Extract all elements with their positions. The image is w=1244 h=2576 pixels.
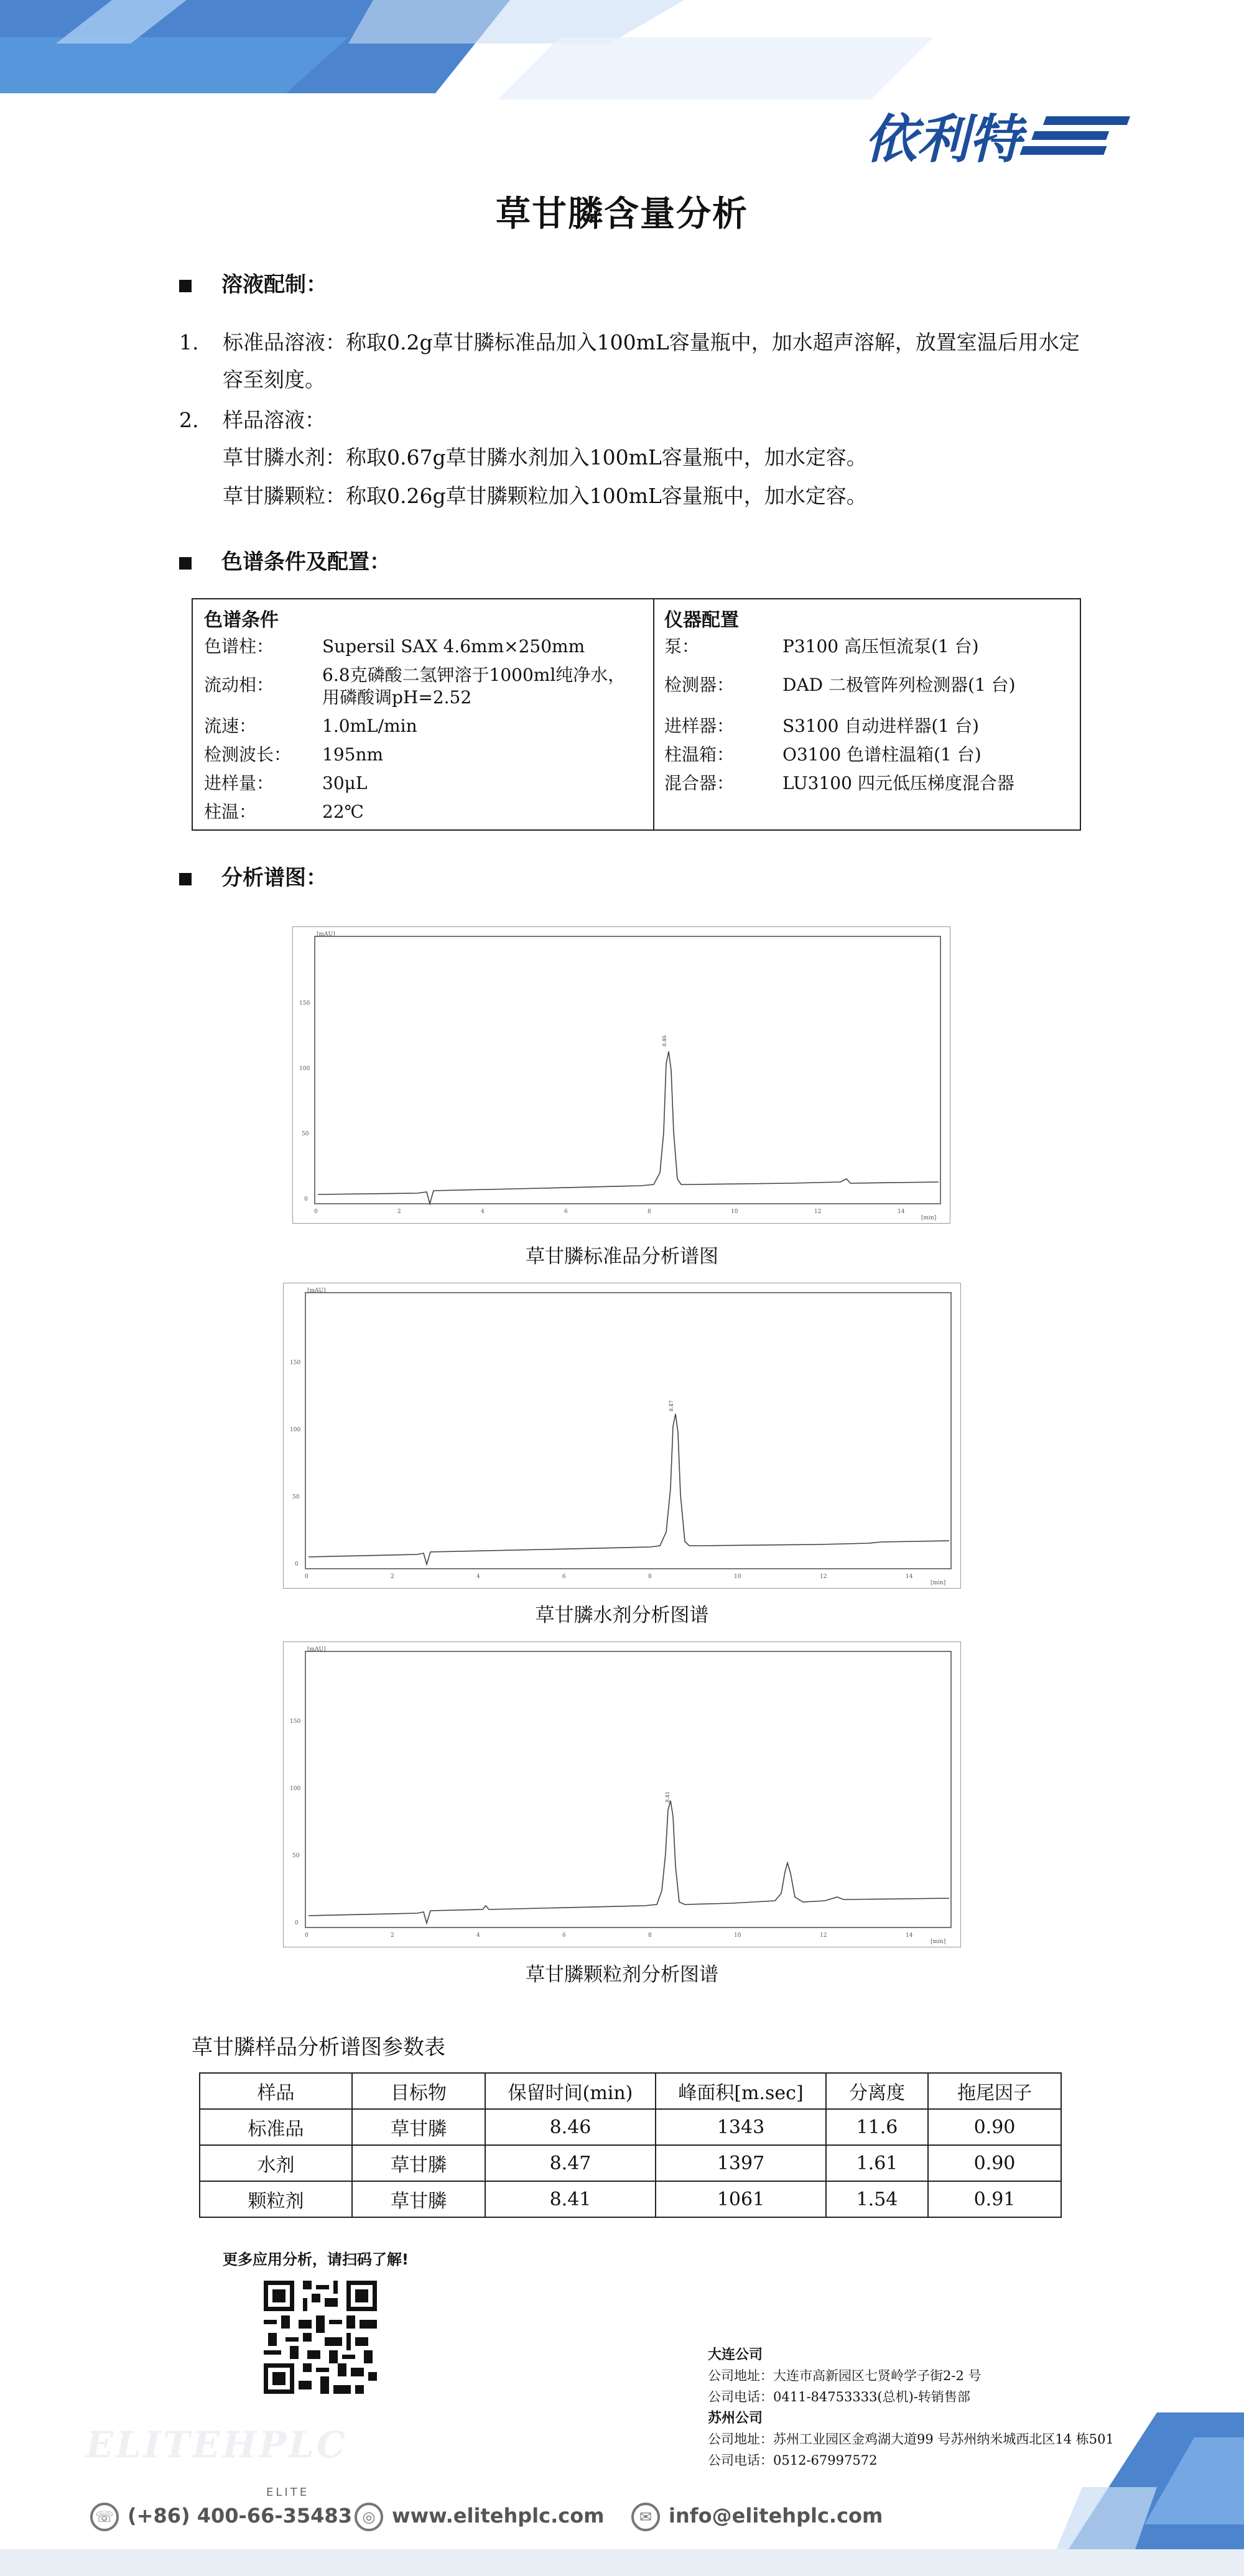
website-link[interactable]: ◎ www.elitehplc.com bbox=[355, 2503, 605, 2531]
solution-item-2-line-2: 草甘膦颗粒：称取0.26g草甘膦颗粒加入100mL容量瓶中，加水定容。 bbox=[223, 484, 867, 508]
svg-text:50: 50 bbox=[302, 1131, 309, 1137]
phone-contact[interactable]: ☏ (+86) 400-66-35483 bbox=[90, 2503, 352, 2531]
section-solution: 溶液配制： bbox=[179, 267, 327, 298]
svg-text:6: 6 bbox=[564, 1209, 568, 1215]
table-cell: 草甘膦 bbox=[352, 2109, 485, 2145]
section-spectra: 分析谱图： bbox=[179, 861, 327, 891]
svg-text:0: 0 bbox=[314, 1209, 318, 1215]
table-cell: 8.47 bbox=[485, 2145, 656, 2181]
table-cell: 1397 bbox=[656, 2145, 826, 2181]
bullet-square-icon bbox=[179, 280, 192, 292]
watermark: ELITEHPLC bbox=[86, 2424, 348, 2466]
chromatogram-standard bbox=[292, 926, 950, 1224]
table-cell: 1061 bbox=[656, 2181, 826, 2217]
instrument-configuration bbox=[653, 599, 1080, 829]
page-title: 草甘膦含量分析 bbox=[496, 194, 748, 234]
svg-text:150: 150 bbox=[290, 1360, 301, 1366]
solution-item-1-line-1: 标准品溶液：称取0.2g草甘膦标准品加入100mL容量瓶中，加水超声溶解，放置室温后用水定 bbox=[223, 330, 1080, 354]
svg-text:8: 8 bbox=[648, 1574, 652, 1580]
table-row bbox=[200, 2145, 1061, 2181]
table-row bbox=[200, 2181, 1061, 2217]
solution-item-2-title: 样品溶液： bbox=[223, 408, 325, 432]
conditions-left-title: 色谱条件 bbox=[204, 609, 279, 631]
chart-caption: 草甘膦水剂分析图谱 bbox=[535, 1604, 709, 1627]
svg-text:0: 0 bbox=[295, 1561, 299, 1567]
chromatography-conditions bbox=[193, 599, 654, 829]
svg-text:8.46: 8.46 bbox=[662, 1035, 667, 1046]
company-logo bbox=[858, 103, 1144, 171]
svg-text:50: 50 bbox=[292, 1853, 300, 1859]
table-cell: 1.54 bbox=[826, 2181, 928, 2217]
condition-row: 流速： 1.0mL/min bbox=[204, 716, 417, 736]
svg-text:150: 150 bbox=[299, 1000, 310, 1007]
suzhou-phone: 公司电话：0512-67997572 bbox=[708, 2453, 878, 2468]
svg-text:100: 100 bbox=[299, 1066, 310, 1072]
svg-text:10: 10 bbox=[731, 1209, 738, 1215]
phone-icon: ☏ bbox=[90, 2503, 119, 2531]
table-header-cell: 峰面积[m.sec] bbox=[656, 2073, 826, 2109]
table-cell: 8.46 bbox=[485, 2109, 656, 2145]
instrument-row: 检测器： DAD 二极管阵列检测器(1 台) bbox=[664, 675, 1016, 695]
bullet-square-icon bbox=[179, 873, 192, 885]
suzhou-address: 公司地址：苏州工业园区金鸡湖大道99 号苏州纳米城西北区14 栋501 bbox=[708, 2432, 1114, 2447]
svg-text:12: 12 bbox=[814, 1209, 822, 1215]
conditions-table bbox=[192, 598, 1081, 831]
condition-row: 流动相： 6.8克磷酸二氢钾溶于1000ml纯净水， 用磷酸调pH=2.52 bbox=[204, 665, 626, 708]
condition-row: 色谱柱： Supersil SAX 4.6mm×250mm bbox=[204, 636, 585, 657]
mail-icon: ✉ bbox=[631, 2503, 660, 2531]
chart-caption: 草甘膦标准品分析谱图 bbox=[526, 1245, 718, 1268]
svg-text:[mAU]: [mAU] bbox=[317, 931, 335, 938]
dalian-phone: 公司电话：0411-84753333(总机)-转销售部 bbox=[708, 2389, 970, 2404]
footer-band bbox=[0, 2549, 1244, 2576]
header-decoration bbox=[0, 0, 1244, 118]
svg-text:8.41: 8.41 bbox=[665, 1791, 671, 1803]
table-cell: 1.61 bbox=[826, 2145, 928, 2181]
instrument-row: 柱温箱： O3100 色谱柱温箱(1 台) bbox=[664, 744, 982, 765]
qr-prompt: 更多应用分析，请扫码了解! bbox=[223, 2251, 409, 2268]
svg-text:10: 10 bbox=[734, 1932, 741, 1939]
solution-item-1-number: 1. bbox=[179, 330, 199, 354]
svg-text:14: 14 bbox=[906, 1932, 913, 1939]
dalian-address: 公司地址：大连市高新园区七贤岭学子街2-2 号 bbox=[708, 2368, 982, 2383]
conditions-right-title: 仪器配置 bbox=[664, 609, 739, 631]
instrument-row: 进样器： S3100 自动进样器(1 台) bbox=[664, 716, 979, 736]
table-cell: 0.91 bbox=[928, 2181, 1061, 2217]
svg-text:14: 14 bbox=[906, 1574, 913, 1580]
svg-text:4: 4 bbox=[476, 1932, 480, 1939]
small-brand-mark: ELITE bbox=[266, 2486, 310, 2499]
table-cell: 0.90 bbox=[928, 2109, 1061, 2145]
svg-text:12: 12 bbox=[820, 1932, 827, 1939]
solution-item-1-line-2: 容至刻度。 bbox=[223, 367, 325, 392]
svg-text:6: 6 bbox=[562, 1932, 566, 1939]
svg-text:14: 14 bbox=[898, 1209, 905, 1215]
svg-text:[mAU]: [mAU] bbox=[307, 1646, 326, 1653]
svg-text:依利特: 依利特 bbox=[865, 109, 1022, 170]
suzhou-title: 苏州公司 bbox=[708, 2410, 763, 2426]
table-header-cell: 拖尾因子 bbox=[928, 2073, 1061, 2109]
chromatogram-aqueous bbox=[283, 1283, 961, 1589]
instrument-row: 泵： P3100 高压恒流泵(1 台) bbox=[664, 636, 979, 657]
chart-caption: 草甘膦颗粒剂分析图谱 bbox=[526, 1964, 718, 1986]
instrument-row: 混合器： LU3100 四元低压梯度混合器 bbox=[664, 773, 1014, 793]
table-header-cell: 分离度 bbox=[826, 2073, 928, 2109]
svg-text:0: 0 bbox=[304, 1196, 308, 1203]
table-cell: 标准品 bbox=[200, 2109, 352, 2145]
chromatogram-granule bbox=[283, 1641, 961, 1947]
table-cell: 11.6 bbox=[826, 2109, 928, 2145]
svg-text:2: 2 bbox=[391, 1932, 394, 1939]
svg-text:100: 100 bbox=[290, 1427, 301, 1433]
table-header-cell: 样品 bbox=[200, 2073, 352, 2109]
svg-text:150: 150 bbox=[290, 1719, 301, 1725]
table-cell: 8.41 bbox=[485, 2181, 656, 2217]
svg-text:8.47: 8.47 bbox=[669, 1400, 674, 1411]
table-cell: 0.90 bbox=[928, 2145, 1061, 2181]
condition-row: 进样量： 30μL bbox=[204, 773, 368, 793]
globe-icon: ◎ bbox=[355, 2503, 383, 2531]
svg-text:4: 4 bbox=[476, 1574, 480, 1580]
condition-row: 检测波长： 195nm bbox=[204, 744, 384, 765]
table-cell: 草甘膦 bbox=[352, 2181, 485, 2217]
dalian-title: 大连公司 bbox=[708, 2347, 763, 2363]
params-table bbox=[199, 2072, 1062, 2218]
params-table-title: 草甘膦样品分析谱图参数表 bbox=[192, 2035, 445, 2060]
svg-text:0: 0 bbox=[305, 1932, 309, 1939]
table-header-cell: 保留时间(min) bbox=[485, 2073, 656, 2109]
svg-text:8: 8 bbox=[648, 1209, 651, 1215]
section-conditions: 色谱条件及配置： bbox=[179, 545, 391, 575]
table-header-cell: 目标物 bbox=[352, 2073, 485, 2109]
table-row bbox=[200, 2109, 1061, 2145]
table-header-row bbox=[200, 2073, 1061, 2109]
solution-item-2-line-1: 草甘膦水剂：称取0.67g草甘膦水剂加入100mL容量瓶中，加水定容。 bbox=[223, 445, 867, 469]
table-cell: 草甘膦 bbox=[352, 2145, 485, 2181]
svg-text:0: 0 bbox=[305, 1574, 309, 1580]
condition-row: 柱温： 22℃ bbox=[204, 801, 364, 822]
svg-text:10: 10 bbox=[734, 1574, 741, 1580]
qr-code-icon[interactable] bbox=[264, 2281, 377, 2394]
table-cell: 1343 bbox=[656, 2109, 826, 2145]
bullet-square-icon bbox=[179, 557, 192, 570]
svg-text:6: 6 bbox=[562, 1574, 566, 1580]
table-cell: 水剂 bbox=[200, 2145, 352, 2181]
svg-text:[min]: [min] bbox=[931, 1580, 946, 1586]
email-link[interactable]: ✉ info@elitehplc.com bbox=[631, 2503, 883, 2531]
table-cell: 颗粒剂 bbox=[200, 2181, 352, 2217]
svg-text:12: 12 bbox=[820, 1574, 827, 1580]
svg-text:8: 8 bbox=[648, 1932, 652, 1939]
svg-text:2: 2 bbox=[391, 1574, 394, 1580]
svg-text:0: 0 bbox=[295, 1920, 299, 1926]
svg-text:2: 2 bbox=[397, 1209, 401, 1215]
svg-text:[min]: [min] bbox=[921, 1215, 937, 1221]
svg-text:[min]: [min] bbox=[931, 1939, 946, 1945]
svg-text:50: 50 bbox=[292, 1494, 300, 1500]
svg-text:[mAU]: [mAU] bbox=[307, 1288, 326, 1294]
solution-item-2-number: 2. bbox=[179, 408, 199, 432]
svg-text:100: 100 bbox=[290, 1786, 301, 1792]
svg-text:4: 4 bbox=[481, 1209, 485, 1215]
